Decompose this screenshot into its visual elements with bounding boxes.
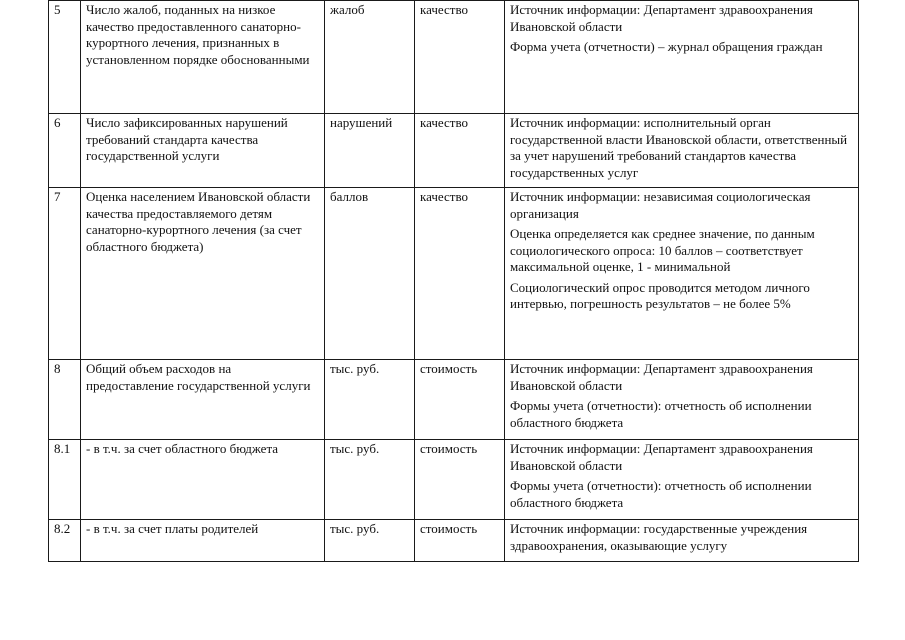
row-number: 8 xyxy=(49,360,81,440)
source-paragraph: Источник информации: Департамент здравоохранения Ивановской области xyxy=(510,441,813,473)
indicator-name: Число зафиксированных нарушений требований стандарта качества государственной услуги xyxy=(81,114,325,188)
info-source xyxy=(505,360,859,440)
table-row xyxy=(49,520,859,562)
unit-of-measure: нарушений xyxy=(325,114,415,188)
row-number: 8.1 xyxy=(49,440,81,520)
source-paragraph: Источник информации: Департамент здравоохранения Ивановской области xyxy=(510,2,813,34)
info-source xyxy=(505,188,859,360)
info-source xyxy=(505,1,859,114)
unit-of-measure: жалоб xyxy=(325,1,415,114)
unit-of-measure: тыс. руб. xyxy=(325,360,415,440)
indicator-type: стоимость xyxy=(415,440,505,520)
unit-of-measure: тыс. руб. xyxy=(325,520,415,562)
table-row xyxy=(49,360,859,440)
table-row xyxy=(49,440,859,520)
info-source xyxy=(505,440,859,520)
info-source xyxy=(505,114,859,188)
row-number: 7 xyxy=(49,188,81,360)
source-paragraph: Источник информации: исполнительный орган государственной власти Ивановской области, ответственный за учет нарушений требований стандартов качества государственных услуг xyxy=(510,115,848,180)
indicator-type: качество xyxy=(415,1,505,114)
source-paragraph: Социологический опрос проводится методом личного интервью, погрешность результатов – не более 5% xyxy=(510,279,810,311)
indicators-table xyxy=(48,0,859,562)
table-row xyxy=(49,188,859,360)
indicator-name: - в т.ч. за счет областного бюджета xyxy=(81,440,325,520)
indicator-type: стоимость xyxy=(415,360,505,440)
row-number: 6 xyxy=(49,114,81,188)
source-paragraph: Источник информации: Департамент здравоохранения Ивановской области xyxy=(510,361,813,393)
unit-of-measure: баллов xyxy=(325,188,415,360)
info-source xyxy=(505,520,859,562)
indicator-type: качество xyxy=(415,114,505,188)
source-paragraph: Источник информации: государственные учреждения здравоохранения, оказывающие услугу xyxy=(510,521,808,553)
source-paragraph: Форма учета (отчетности) – журнал обращения граждан xyxy=(510,39,823,54)
indicator-type: качество xyxy=(415,188,505,360)
indicator-name: Оценка населением Ивановской области качества предоставляемого детям санаторно-курортного лечения (за счет областного бюджета) xyxy=(81,188,325,360)
source-paragraph: Оценка определяется как среднее значение, по данным социологического опроса: 10 баллов – соответствует максимальной оценке, 1 - минимальной xyxy=(510,226,815,274)
indicator-type: стоимость xyxy=(415,520,505,562)
indicator-name: Число жалоб, поданных на низкое качество предоставленного санаторно-курортного лечения, признанных в установленном порядке обоснованными xyxy=(81,1,325,114)
table-row xyxy=(49,1,859,114)
indicator-name: - в т.ч. за счет платы родителей xyxy=(81,520,325,562)
row-number: 5 xyxy=(49,1,81,114)
source-paragraph: Формы учета (отчетности): отчетность об исполнении областного бюджета xyxy=(510,398,812,430)
unit-of-measure: тыс. руб. xyxy=(325,440,415,520)
row-number: 8.2 xyxy=(49,520,81,562)
indicator-name: Общий объем расходов на предоставление государственной услуги xyxy=(81,360,325,440)
source-paragraph: Источник информации: независимая социологическая организация xyxy=(510,189,811,221)
source-paragraph: Формы учета (отчетности): отчетность об исполнении областного бюджета xyxy=(510,478,812,510)
table-row xyxy=(49,114,859,188)
